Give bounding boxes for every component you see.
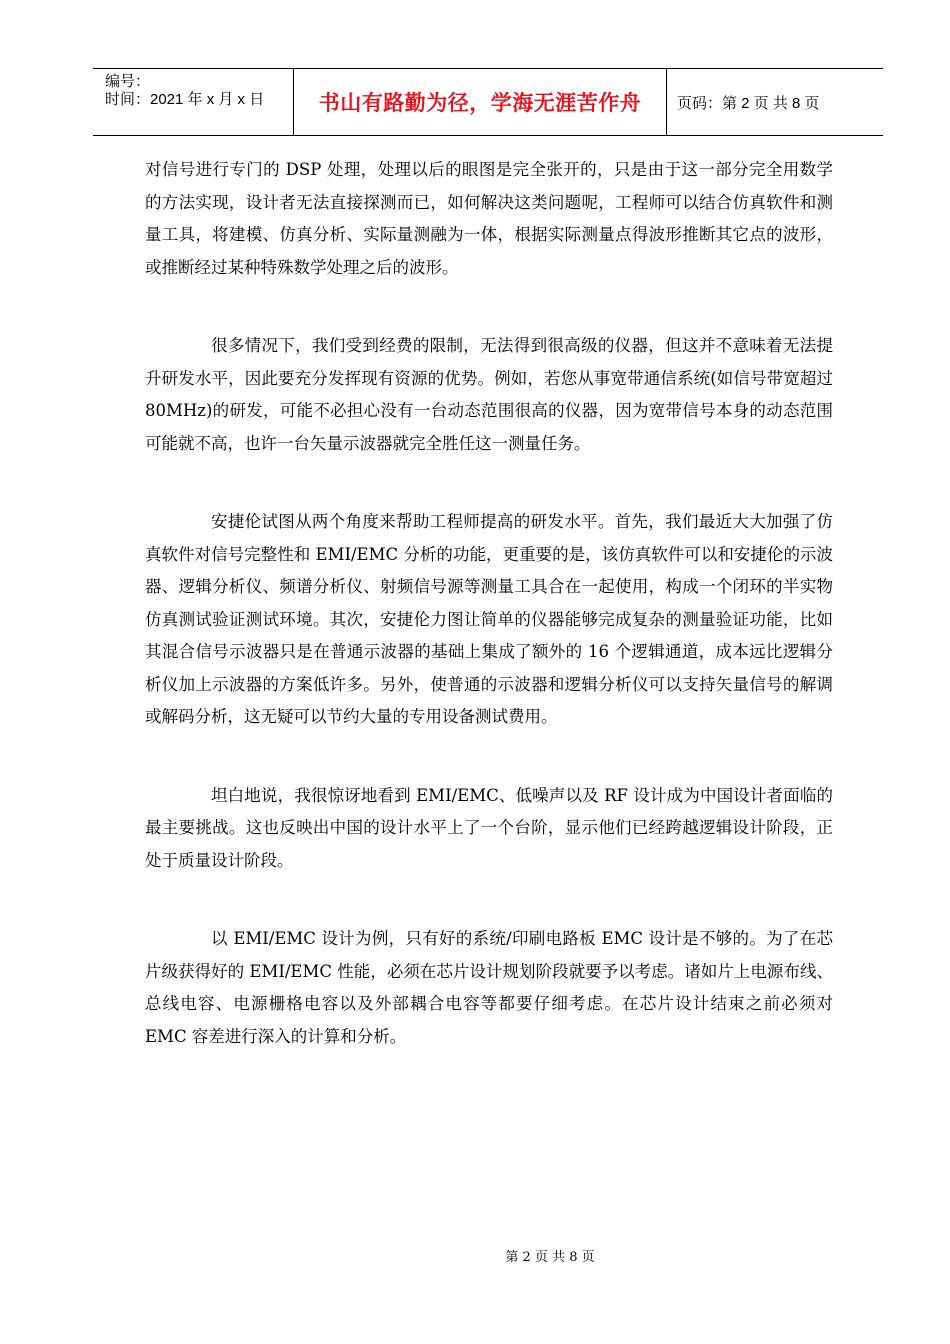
document-time-label: 时间：2021 年 x 月 x 日 bbox=[105, 91, 265, 108]
document-body bbox=[145, 154, 833, 1099]
document-code-label: 编号： bbox=[105, 73, 151, 90]
paragraph-5: 以 EMI/EMC 设计为例，只有好的系统/印刷电路板 EMC 设计是不够的。为了在芯片级获得好的 EMI/EMC 性能，必须在芯片设计规划阶段就要予以考虑。诸如片上电源布线、总线电容、电源栅格电容以及外部耦合电容等都要仔细考虑。在芯片设计结束之前必须对 EMC 容差进行深入的计算和分析。 bbox=[145, 929, 833, 1046]
paragraph-3: 安捷伦试图从两个角度来帮助工程师提高的研发水平。首先，我们最近大大加强了仿真软件对信号完整性和 EMI/EMC 分析的功能，更重要的是，该仿真软件可以和安捷伦的示波器、逻辑分析仪、频谱分析仪、射频信号源等测量工具合在一起使用，构成一个闭环的半实物仿真测试验证测试环境。其次，安捷伦力图让简单的仪器能够完成复杂的测量验证功能，比如其混合信号示波器只是在普通示波器的基础上集成了额外的 16 个逻辑通道，成本远比逻辑分析仪加上示波器的方案低许多。另外，使普通的示波器和逻辑分析仪可以支持矢量信号的解调或解码分析，这无疑可以节约大量的专用设备测试费用。 bbox=[145, 512, 833, 726]
page-footer: 第 2 页 共 8 页 bbox=[505, 1250, 595, 1265]
paragraph-1: 对信号进行专门的 DSP 处理，处理以后的眼图是完全张开的，只是由于这一部分完全用数学的方法实现，设计者无法直接探测而已，如何解决这类问题呢，工程师可以结合仿真软件和测量工具，将建模、仿真分析、实际量测融为一体，根据实际测量点得波形推断其它点的波形，或推断经过某种特殊数学处理之后的波形。 bbox=[145, 160, 833, 277]
header-motto: 书山有路勤为径，学海无涯苦作舟 bbox=[294, 69, 667, 135]
paragraph-4: 坦白地说，我很惊讶地看到 EMI/EMC、低噪声以及 RF 设计成为中国设计者面临的最主要挑战。这也反映出中国的设计水平上了一个台阶，显示他们已经跨越逻辑设计阶段，正处于质量设计阶段。 bbox=[145, 785, 833, 870]
header-page-number: 页码：第 2 页 共 8 页 bbox=[677, 94, 820, 112]
paragraph-2: 很多情况下，我们受到经费的限制，无法得到很高级的仪器，但这并不意味着无法提升研发水平，因此要充分发挥现有资源的优势。例如，若您从事宽带通信系统(如信号带宽超过 80MHz)的研发，可能不必担心没有一台动态范围很高的仪器，因为宽带信号本身的动态范围可能就不高，也许一台矢量示波器就完全胜任这一测量任务。 bbox=[145, 336, 833, 453]
header-meta bbox=[93, 69, 294, 135]
page-header bbox=[93, 68, 883, 136]
